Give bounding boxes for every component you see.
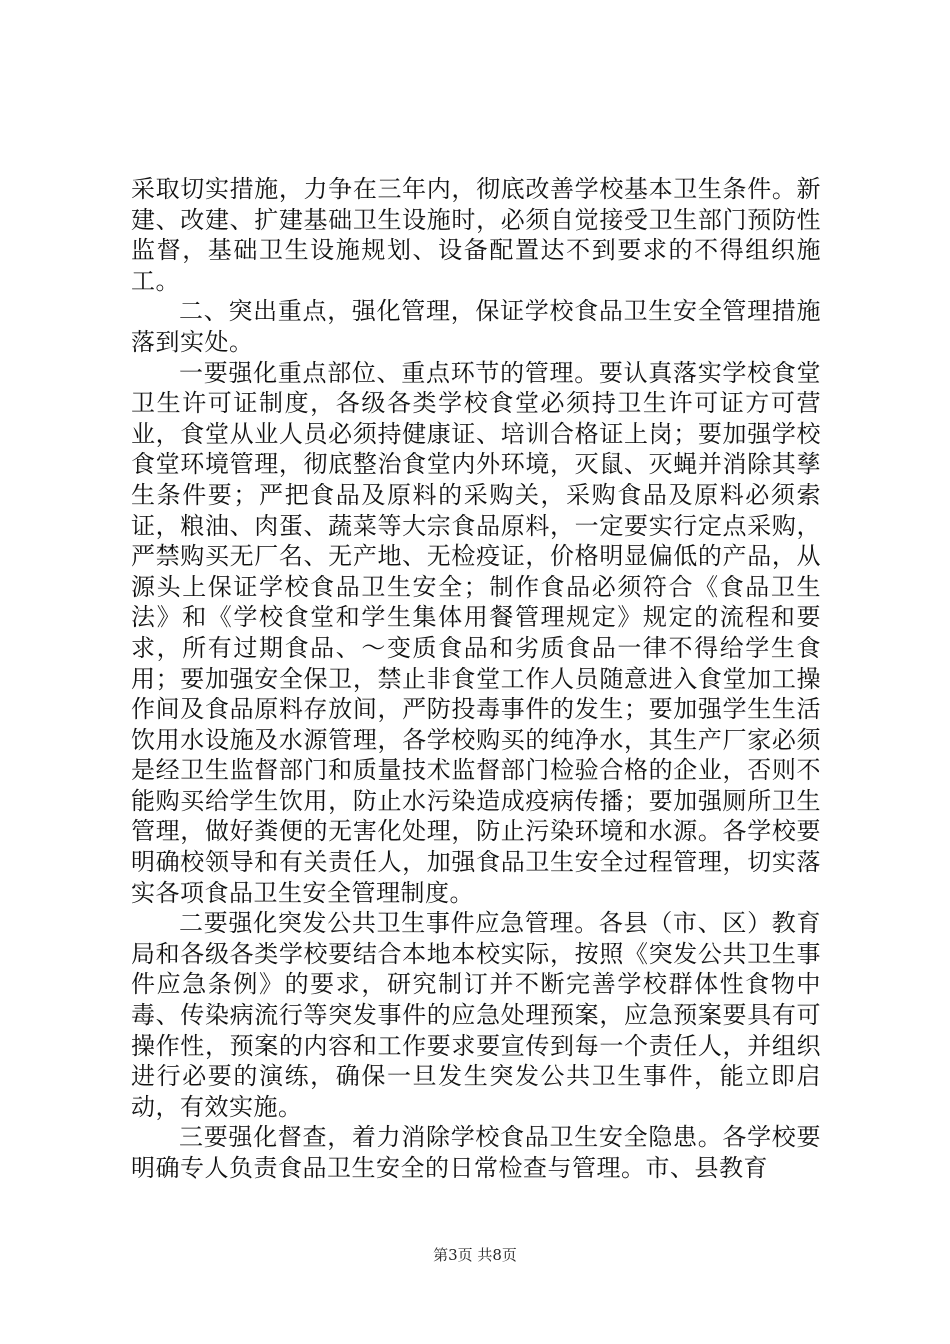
document-body [131, 174, 821, 1184]
paragraph-supervision: 三要强化督查，着力消除学校食品卫生安全隐患。各学校要明确专人负责食品卫生安全的日常检查与管理。市、县教育 [131, 1123, 821, 1182]
paragraph-emergency-management: 二要强化突发公共卫生事件应急管理。各县（市、区）教育局和各级各类学校要结合本地本校实际，按照《突发公共卫生事件应急条例》的要求，研究制订并不断完善学校群体性食物中毒、传染病流行等突发事件的应急处理预案，应急预案要具有可操作性，预案的内容和工作要求要宣传到每一个责任人，并组织进行必要的演练，确保一旦发生突发公共卫生事件，能立即启动，有效实施。 [131, 909, 821, 1121]
paragraph-continuation: 采取切实措施，力争在三年内，彻底改善学校基本卫生条件。新建、改建、扩建基础卫生设施时，必须自觉接受卫生部门预防性监督，基础卫生设施规划、设备配置达不到要求的不得组织施工。 [131, 175, 821, 295]
section-heading-two: 二、突出重点，强化管理，保证学校食品卫生安全管理措施落到实处。 [131, 297, 821, 356]
paragraph-key-areas: 一要强化重点部位、重点环节的管理。要认真落实学校食堂卫生许可证制度，各级各类学校食堂必须持卫生许可证方可营业，食堂从业人员必须持健康证、培训合格证上岗；要加强学校食堂环境管理，彻底整治食堂内外环境，灭鼠、灭蝇并消除其孳生条件要；严把食品及原料的采购关，采购食品及原料必须索证，粮油、肉蛋、蔬菜等大宗食品原料，一定要实行定点采购，严禁购买无厂名、无产地、无检疫证，价格明显偏低的产品，从源头上保证学校食品卫生安全；制作食品必须符合《食品卫生法》和《学校食堂和学生集体用餐管理规定》规定的流程和要求，所有过期食品、～变质食品和劣质食品一律不得给学生食用；要加强安全保卫，禁止非食堂工作人员随意进入食堂加工操作间及食品原料存放间，严防投毒事件的发生；要加强学生生活饮用水设施及水源管理，各学校购买的纯净水，其生产厂家必须是经卫生监督部门和质量技术监督部门检验合格的企业，否则不能购买给学生饮用，防止水污染造成疫病传播；要加强厕所卫生管理，做好粪便的无害化处理，防止污染环境和水源。各学校要明确校领导和有关责任人，加强食品卫生安全过程管理，切实落实各项食品卫生安全管理制度。 [131, 358, 821, 907]
page-number-footer: 第3页 共8页 [433, 1246, 517, 1264]
